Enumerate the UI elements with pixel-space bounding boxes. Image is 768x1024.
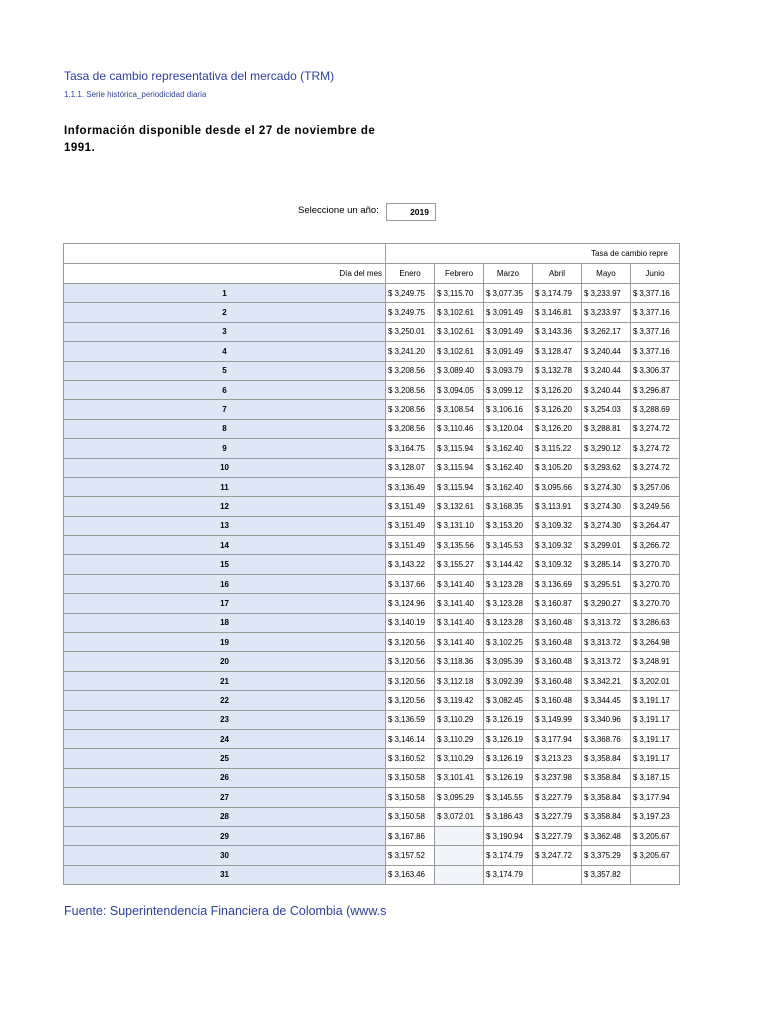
table-row bbox=[64, 536, 680, 555]
rate-cell: $ 3,274.30 bbox=[581, 497, 630, 516]
rate-cell: $ 3,113.91 bbox=[532, 497, 581, 516]
rate-cell: $ 3,187.15 bbox=[630, 768, 679, 787]
rate-cell: $ 3,106.16 bbox=[484, 400, 533, 419]
rate-cell: $ 3,157.52 bbox=[386, 846, 435, 865]
rate-cell: $ 3,128.47 bbox=[532, 342, 581, 361]
rate-cell: $ 3,136.59 bbox=[386, 710, 435, 729]
day-cell: 24 bbox=[64, 729, 386, 748]
rate-cell: $ 3,132.78 bbox=[532, 361, 581, 380]
rate-cell: $ 3,115.70 bbox=[435, 284, 484, 303]
rate-cell: $ 3,213.23 bbox=[532, 749, 581, 768]
rate-cell: $ 3,227.79 bbox=[532, 788, 581, 807]
rate-cell: $ 3,264.47 bbox=[630, 516, 679, 535]
table-row bbox=[64, 768, 680, 787]
rate-cell: $ 3,162.40 bbox=[484, 477, 533, 496]
day-cell: 29 bbox=[64, 826, 386, 845]
rate-cell: $ 3,313.72 bbox=[581, 613, 630, 632]
table-row bbox=[64, 419, 680, 438]
day-cell: 12 bbox=[64, 497, 386, 516]
rate-cell: $ 3,344.45 bbox=[581, 691, 630, 710]
rate-cell: $ 3,285.14 bbox=[581, 555, 630, 574]
rate-cell: $ 3,160.48 bbox=[532, 613, 581, 632]
table-row bbox=[64, 361, 680, 380]
rate-cell: $ 3,150.58 bbox=[386, 768, 435, 787]
rate-cell: $ 3,109.32 bbox=[532, 516, 581, 535]
rate-cell: $ 3,237.98 bbox=[532, 768, 581, 787]
rate-cell: $ 3,143.36 bbox=[532, 322, 581, 341]
table-corner-cell bbox=[64, 244, 386, 264]
rate-cell: $ 3,091.49 bbox=[484, 342, 533, 361]
table-row bbox=[64, 439, 680, 458]
rate-cell: $ 3,136.49 bbox=[386, 477, 435, 496]
rate-cell: $ 3,208.56 bbox=[386, 380, 435, 399]
rate-cell: $ 3,274.30 bbox=[581, 516, 630, 535]
day-cell: 9 bbox=[64, 439, 386, 458]
rate-cell: $ 3,144.42 bbox=[484, 555, 533, 574]
rate-cell: $ 3,264.98 bbox=[630, 633, 679, 652]
table-row bbox=[64, 380, 680, 399]
rate-cell: $ 3,131.10 bbox=[435, 516, 484, 535]
table-body bbox=[64, 284, 680, 885]
month-header: Enero bbox=[386, 264, 435, 284]
rate-cell: $ 3,270.70 bbox=[630, 555, 679, 574]
rate-cell: $ 3,162.40 bbox=[484, 458, 533, 477]
rate-cell: $ 3,102.25 bbox=[484, 633, 533, 652]
table-row bbox=[64, 342, 680, 361]
page-subtitle: 1.1.1. Serie histórica_periodicidad diaria bbox=[64, 90, 207, 99]
rate-cell: $ 3,342.21 bbox=[581, 671, 630, 690]
rate-cell: $ 3,110.46 bbox=[435, 419, 484, 438]
rate-cell: $ 3,135.56 bbox=[435, 536, 484, 555]
rate-cell: $ 3,124.96 bbox=[386, 594, 435, 613]
rate-cell: $ 3,274.72 bbox=[630, 458, 679, 477]
month-header: Junio bbox=[630, 264, 679, 284]
source-note: Fuente: Superintendencia Financiera de Colombia (www.s bbox=[64, 904, 387, 918]
table-row bbox=[64, 516, 680, 535]
rate-cell: $ 3,108.54 bbox=[435, 400, 484, 419]
rate-cell: $ 3,093.79 bbox=[484, 361, 533, 380]
table-row bbox=[64, 303, 680, 322]
rate-cell: $ 3,208.56 bbox=[386, 361, 435, 380]
rate-cell: $ 3,290.27 bbox=[581, 594, 630, 613]
rate-cell: $ 3,091.49 bbox=[484, 303, 533, 322]
day-cell: 15 bbox=[64, 555, 386, 574]
table-row bbox=[64, 846, 680, 865]
rate-cell: $ 3,164.75 bbox=[386, 439, 435, 458]
day-cell: 20 bbox=[64, 652, 386, 671]
rate-cell: $ 3,143.22 bbox=[386, 555, 435, 574]
rate-cell: $ 3,233.97 bbox=[581, 303, 630, 322]
rate-cell: $ 3,146.81 bbox=[532, 303, 581, 322]
table-row bbox=[64, 652, 680, 671]
rate-cell: $ 3,115.94 bbox=[435, 477, 484, 496]
table-row bbox=[64, 497, 680, 516]
rate-cell: $ 3,132.61 bbox=[435, 497, 484, 516]
table-row bbox=[64, 671, 680, 690]
table-row bbox=[64, 574, 680, 593]
table-row bbox=[64, 865, 680, 884]
day-cell: 17 bbox=[64, 594, 386, 613]
table-row bbox=[64, 788, 680, 807]
rate-cell: $ 3,120.56 bbox=[386, 671, 435, 690]
rate-cell: $ 3,141.40 bbox=[435, 613, 484, 632]
table-row bbox=[64, 826, 680, 845]
rate-cell: $ 3,151.49 bbox=[386, 516, 435, 535]
table-row bbox=[64, 458, 680, 477]
rate-cell: $ 3,110.29 bbox=[435, 710, 484, 729]
rate-cell: $ 3,262.17 bbox=[581, 322, 630, 341]
rate-cell: $ 3,174.79 bbox=[532, 284, 581, 303]
rate-cell: $ 3,126.19 bbox=[484, 729, 533, 748]
table-row bbox=[64, 400, 680, 419]
rate-cell: $ 3,145.55 bbox=[484, 788, 533, 807]
rate-cell bbox=[435, 846, 484, 865]
day-cell: 13 bbox=[64, 516, 386, 535]
rate-cell bbox=[435, 826, 484, 845]
rate-cell bbox=[532, 865, 581, 884]
rate-cell: $ 3,377.16 bbox=[630, 303, 679, 322]
rate-cell: $ 3,095.66 bbox=[532, 477, 581, 496]
rate-cell: $ 3,368.76 bbox=[581, 729, 630, 748]
rate-cell: $ 3,099.12 bbox=[484, 380, 533, 399]
rate-cell: $ 3,120.04 bbox=[484, 419, 533, 438]
rate-cell: $ 3,313.72 bbox=[581, 652, 630, 671]
rate-cell: $ 3,375.29 bbox=[581, 846, 630, 865]
trm-table bbox=[63, 243, 680, 885]
rate-cell: $ 3,160.48 bbox=[532, 671, 581, 690]
rate-cell: $ 3,358.84 bbox=[581, 788, 630, 807]
table-row bbox=[64, 633, 680, 652]
rate-cell: $ 3,102.61 bbox=[435, 303, 484, 322]
rate-cell: $ 3,160.87 bbox=[532, 594, 581, 613]
rate-cell: $ 3,249.56 bbox=[630, 497, 679, 516]
rate-cell: $ 3,167.86 bbox=[386, 826, 435, 845]
rate-cell: $ 3,377.16 bbox=[630, 284, 679, 303]
rate-cell: $ 3,109.32 bbox=[532, 536, 581, 555]
rate-cell: $ 3,094.05 bbox=[435, 380, 484, 399]
table-super-header-row bbox=[64, 244, 680, 264]
rate-cell: $ 3,274.72 bbox=[630, 439, 679, 458]
rate-cell: $ 3,233.97 bbox=[581, 284, 630, 303]
rate-cell: $ 3,155.27 bbox=[435, 555, 484, 574]
rate-cell: $ 3,362.48 bbox=[581, 826, 630, 845]
table-row bbox=[64, 807, 680, 826]
rate-cell: $ 3,227.79 bbox=[532, 807, 581, 826]
rate-cell: $ 3,150.58 bbox=[386, 807, 435, 826]
rate-cell: $ 3,137.66 bbox=[386, 574, 435, 593]
day-cell: 22 bbox=[64, 691, 386, 710]
day-cell: 18 bbox=[64, 613, 386, 632]
rate-cell: $ 3,120.56 bbox=[386, 652, 435, 671]
table-row bbox=[64, 691, 680, 710]
rate-cell: $ 3,247.72 bbox=[532, 846, 581, 865]
day-cell: 7 bbox=[64, 400, 386, 419]
rate-cell: $ 3,151.49 bbox=[386, 536, 435, 555]
rate-cell: $ 3,190.94 bbox=[484, 826, 533, 845]
rate-cell: $ 3,095.29 bbox=[435, 788, 484, 807]
day-cell: 30 bbox=[64, 846, 386, 865]
rate-cell: $ 3,151.49 bbox=[386, 497, 435, 516]
day-cell: 27 bbox=[64, 788, 386, 807]
rate-cell: $ 3,160.48 bbox=[532, 691, 581, 710]
rate-cell: $ 3,286.63 bbox=[630, 613, 679, 632]
rate-cell: $ 3,168.35 bbox=[484, 497, 533, 516]
rate-cell: $ 3,077.35 bbox=[484, 284, 533, 303]
rate-cell: $ 3,110.29 bbox=[435, 729, 484, 748]
rate-cell: $ 3,115.94 bbox=[435, 458, 484, 477]
rate-cell: $ 3,240.44 bbox=[581, 380, 630, 399]
day-column-header: Día del mes bbox=[64, 264, 386, 284]
rate-cell: $ 3,208.56 bbox=[386, 419, 435, 438]
rate-cell: $ 3,146.14 bbox=[386, 729, 435, 748]
rate-cell: $ 3,274.30 bbox=[581, 477, 630, 496]
table-row bbox=[64, 710, 680, 729]
rate-cell: $ 3,082.45 bbox=[484, 691, 533, 710]
rate-cell: $ 3,091.49 bbox=[484, 322, 533, 341]
rate-cell: $ 3,358.84 bbox=[581, 768, 630, 787]
rate-cell: $ 3,313.72 bbox=[581, 633, 630, 652]
rate-cell: $ 3,177.94 bbox=[532, 729, 581, 748]
table-row bbox=[64, 613, 680, 632]
rate-cell: $ 3,197.23 bbox=[630, 807, 679, 826]
rate-cell: $ 3,249.75 bbox=[386, 303, 435, 322]
rate-cell: $ 3,126.20 bbox=[532, 380, 581, 399]
rate-cell: $ 3,240.44 bbox=[581, 361, 630, 380]
rate-cell: $ 3,126.20 bbox=[532, 419, 581, 438]
rate-cell: $ 3,254.03 bbox=[581, 400, 630, 419]
rate-cell: $ 3,112.18 bbox=[435, 671, 484, 690]
month-header: Mayo bbox=[581, 264, 630, 284]
rate-cell: $ 3,160.52 bbox=[386, 749, 435, 768]
rate-cell: $ 3,191.17 bbox=[630, 691, 679, 710]
rate-cell: $ 3,293.62 bbox=[581, 458, 630, 477]
day-cell: 19 bbox=[64, 633, 386, 652]
day-cell: 31 bbox=[64, 865, 386, 884]
rate-cell: $ 3,150.58 bbox=[386, 788, 435, 807]
month-header: Abril bbox=[532, 264, 581, 284]
year-selector-input[interactable]: 2019 bbox=[386, 203, 436, 221]
rate-cell: $ 3,123.28 bbox=[484, 574, 533, 593]
rate-cell: $ 3,123.28 bbox=[484, 594, 533, 613]
rate-cell bbox=[435, 865, 484, 884]
day-cell: 23 bbox=[64, 710, 386, 729]
rate-cell: $ 3,136.69 bbox=[532, 574, 581, 593]
day-cell: 28 bbox=[64, 807, 386, 826]
day-cell: 3 bbox=[64, 322, 386, 341]
rate-cell: $ 3,257.06 bbox=[630, 477, 679, 496]
rate-cell: $ 3,123.28 bbox=[484, 613, 533, 632]
rate-cell: $ 3,340.96 bbox=[581, 710, 630, 729]
rate-cell: $ 3,295.51 bbox=[581, 574, 630, 593]
rate-cell: $ 3,095.39 bbox=[484, 652, 533, 671]
rate-cell: $ 3,270.70 bbox=[630, 594, 679, 613]
day-cell: 5 bbox=[64, 361, 386, 380]
rate-cell: $ 3,126.20 bbox=[532, 400, 581, 419]
table-row bbox=[64, 284, 680, 303]
page-title: Tasa de cambio representativa del mercado (TRM) bbox=[64, 69, 335, 83]
rate-cell: $ 3,118.36 bbox=[435, 652, 484, 671]
day-cell: 6 bbox=[64, 380, 386, 399]
rate-cell: $ 3,205.67 bbox=[630, 846, 679, 865]
table-row bbox=[64, 729, 680, 748]
rate-cell: $ 3,126.19 bbox=[484, 710, 533, 729]
day-cell: 1 bbox=[64, 284, 386, 303]
rate-cell: $ 3,177.94 bbox=[630, 788, 679, 807]
rate-cell: $ 3,240.44 bbox=[581, 342, 630, 361]
day-cell: 25 bbox=[64, 749, 386, 768]
rate-cell: $ 3,191.17 bbox=[630, 710, 679, 729]
rate-cell: $ 3,249.75 bbox=[386, 284, 435, 303]
day-cell: 4 bbox=[64, 342, 386, 361]
rate-cell: $ 3,377.16 bbox=[630, 322, 679, 341]
year-selector-label: Seleccione un año: bbox=[298, 205, 379, 216]
rate-cell: $ 3,191.17 bbox=[630, 749, 679, 768]
month-header: Marzo bbox=[484, 264, 533, 284]
rate-cell: $ 3,163.46 bbox=[386, 865, 435, 884]
rate-cell: $ 3,202.01 bbox=[630, 671, 679, 690]
rate-cell: $ 3,120.56 bbox=[386, 633, 435, 652]
table-header-row bbox=[64, 264, 680, 284]
day-cell: 10 bbox=[64, 458, 386, 477]
rate-cell: $ 3,186.43 bbox=[484, 807, 533, 826]
table-row bbox=[64, 555, 680, 574]
rate-cell: $ 3,160.48 bbox=[532, 652, 581, 671]
rate-cell: $ 3,227.79 bbox=[532, 826, 581, 845]
rate-cell: $ 3,126.19 bbox=[484, 749, 533, 768]
rate-cell: $ 3,306.37 bbox=[630, 361, 679, 380]
day-cell: 11 bbox=[64, 477, 386, 496]
rate-cell: $ 3,162.40 bbox=[484, 439, 533, 458]
day-cell: 14 bbox=[64, 536, 386, 555]
rate-cell: $ 3,377.16 bbox=[630, 342, 679, 361]
rate-cell: $ 3,105.20 bbox=[532, 458, 581, 477]
rate-cell: $ 3,115.94 bbox=[435, 439, 484, 458]
rate-cell: $ 3,241.20 bbox=[386, 342, 435, 361]
day-cell: 26 bbox=[64, 768, 386, 787]
rate-cell: $ 3,141.40 bbox=[435, 574, 484, 593]
rate-cell: $ 3,149.99 bbox=[532, 710, 581, 729]
rate-cell: $ 3,174.79 bbox=[484, 846, 533, 865]
table-super-header: Tasa de cambio repre bbox=[386, 244, 680, 264]
rate-cell: $ 3,092.39 bbox=[484, 671, 533, 690]
table-row bbox=[64, 477, 680, 496]
rate-cell: $ 3,115.22 bbox=[532, 439, 581, 458]
rate-cell: $ 3,110.29 bbox=[435, 749, 484, 768]
rate-cell bbox=[630, 865, 679, 884]
month-header: Febrero bbox=[435, 264, 484, 284]
rate-cell: $ 3,128.07 bbox=[386, 458, 435, 477]
rate-cell: $ 3,089.40 bbox=[435, 361, 484, 380]
rate-cell: $ 3,153.20 bbox=[484, 516, 533, 535]
table-row bbox=[64, 322, 680, 341]
day-cell: 2 bbox=[64, 303, 386, 322]
rate-cell: $ 3,296.87 bbox=[630, 380, 679, 399]
day-cell: 8 bbox=[64, 419, 386, 438]
table-row bbox=[64, 749, 680, 768]
rate-cell: $ 3,205.67 bbox=[630, 826, 679, 845]
rate-cell: $ 3,266.72 bbox=[630, 536, 679, 555]
rate-cell: $ 3,141.40 bbox=[435, 633, 484, 652]
rate-cell: $ 3,250.01 bbox=[386, 322, 435, 341]
rate-cell: $ 3,140.19 bbox=[386, 613, 435, 632]
rate-cell: $ 3,141.40 bbox=[435, 594, 484, 613]
rate-cell: $ 3,101.41 bbox=[435, 768, 484, 787]
rate-cell: $ 3,072.01 bbox=[435, 807, 484, 826]
rate-cell: $ 3,358.84 bbox=[581, 749, 630, 768]
rate-cell: $ 3,191.17 bbox=[630, 729, 679, 748]
rate-cell: $ 3,299.01 bbox=[581, 536, 630, 555]
rate-cell: $ 3,288.69 bbox=[630, 400, 679, 419]
rate-cell: $ 3,358.84 bbox=[581, 807, 630, 826]
rate-cell: $ 3,102.61 bbox=[435, 322, 484, 341]
rate-cell: $ 3,160.48 bbox=[532, 633, 581, 652]
rate-cell: $ 3,274.72 bbox=[630, 419, 679, 438]
table-row bbox=[64, 594, 680, 613]
rate-cell: $ 3,174.79 bbox=[484, 865, 533, 884]
day-cell: 21 bbox=[64, 671, 386, 690]
trm-table-container bbox=[63, 243, 680, 885]
rate-cell: $ 3,109.32 bbox=[532, 555, 581, 574]
availability-note: Información disponible desde el 27 de noviembre de 1991. bbox=[64, 125, 376, 154]
day-cell: 16 bbox=[64, 574, 386, 593]
rate-cell: $ 3,120.56 bbox=[386, 691, 435, 710]
rate-cell: $ 3,290.12 bbox=[581, 439, 630, 458]
rate-cell: $ 3,248.91 bbox=[630, 652, 679, 671]
rate-cell: $ 3,145.53 bbox=[484, 536, 533, 555]
rate-cell: $ 3,270.70 bbox=[630, 574, 679, 593]
rate-cell: $ 3,357.82 bbox=[581, 865, 630, 884]
rate-cell: $ 3,288.81 bbox=[581, 419, 630, 438]
rate-cell: $ 3,126.19 bbox=[484, 768, 533, 787]
rate-cell: $ 3,208.56 bbox=[386, 400, 435, 419]
rate-cell: $ 3,102.61 bbox=[435, 342, 484, 361]
rate-cell: $ 3,119.42 bbox=[435, 691, 484, 710]
